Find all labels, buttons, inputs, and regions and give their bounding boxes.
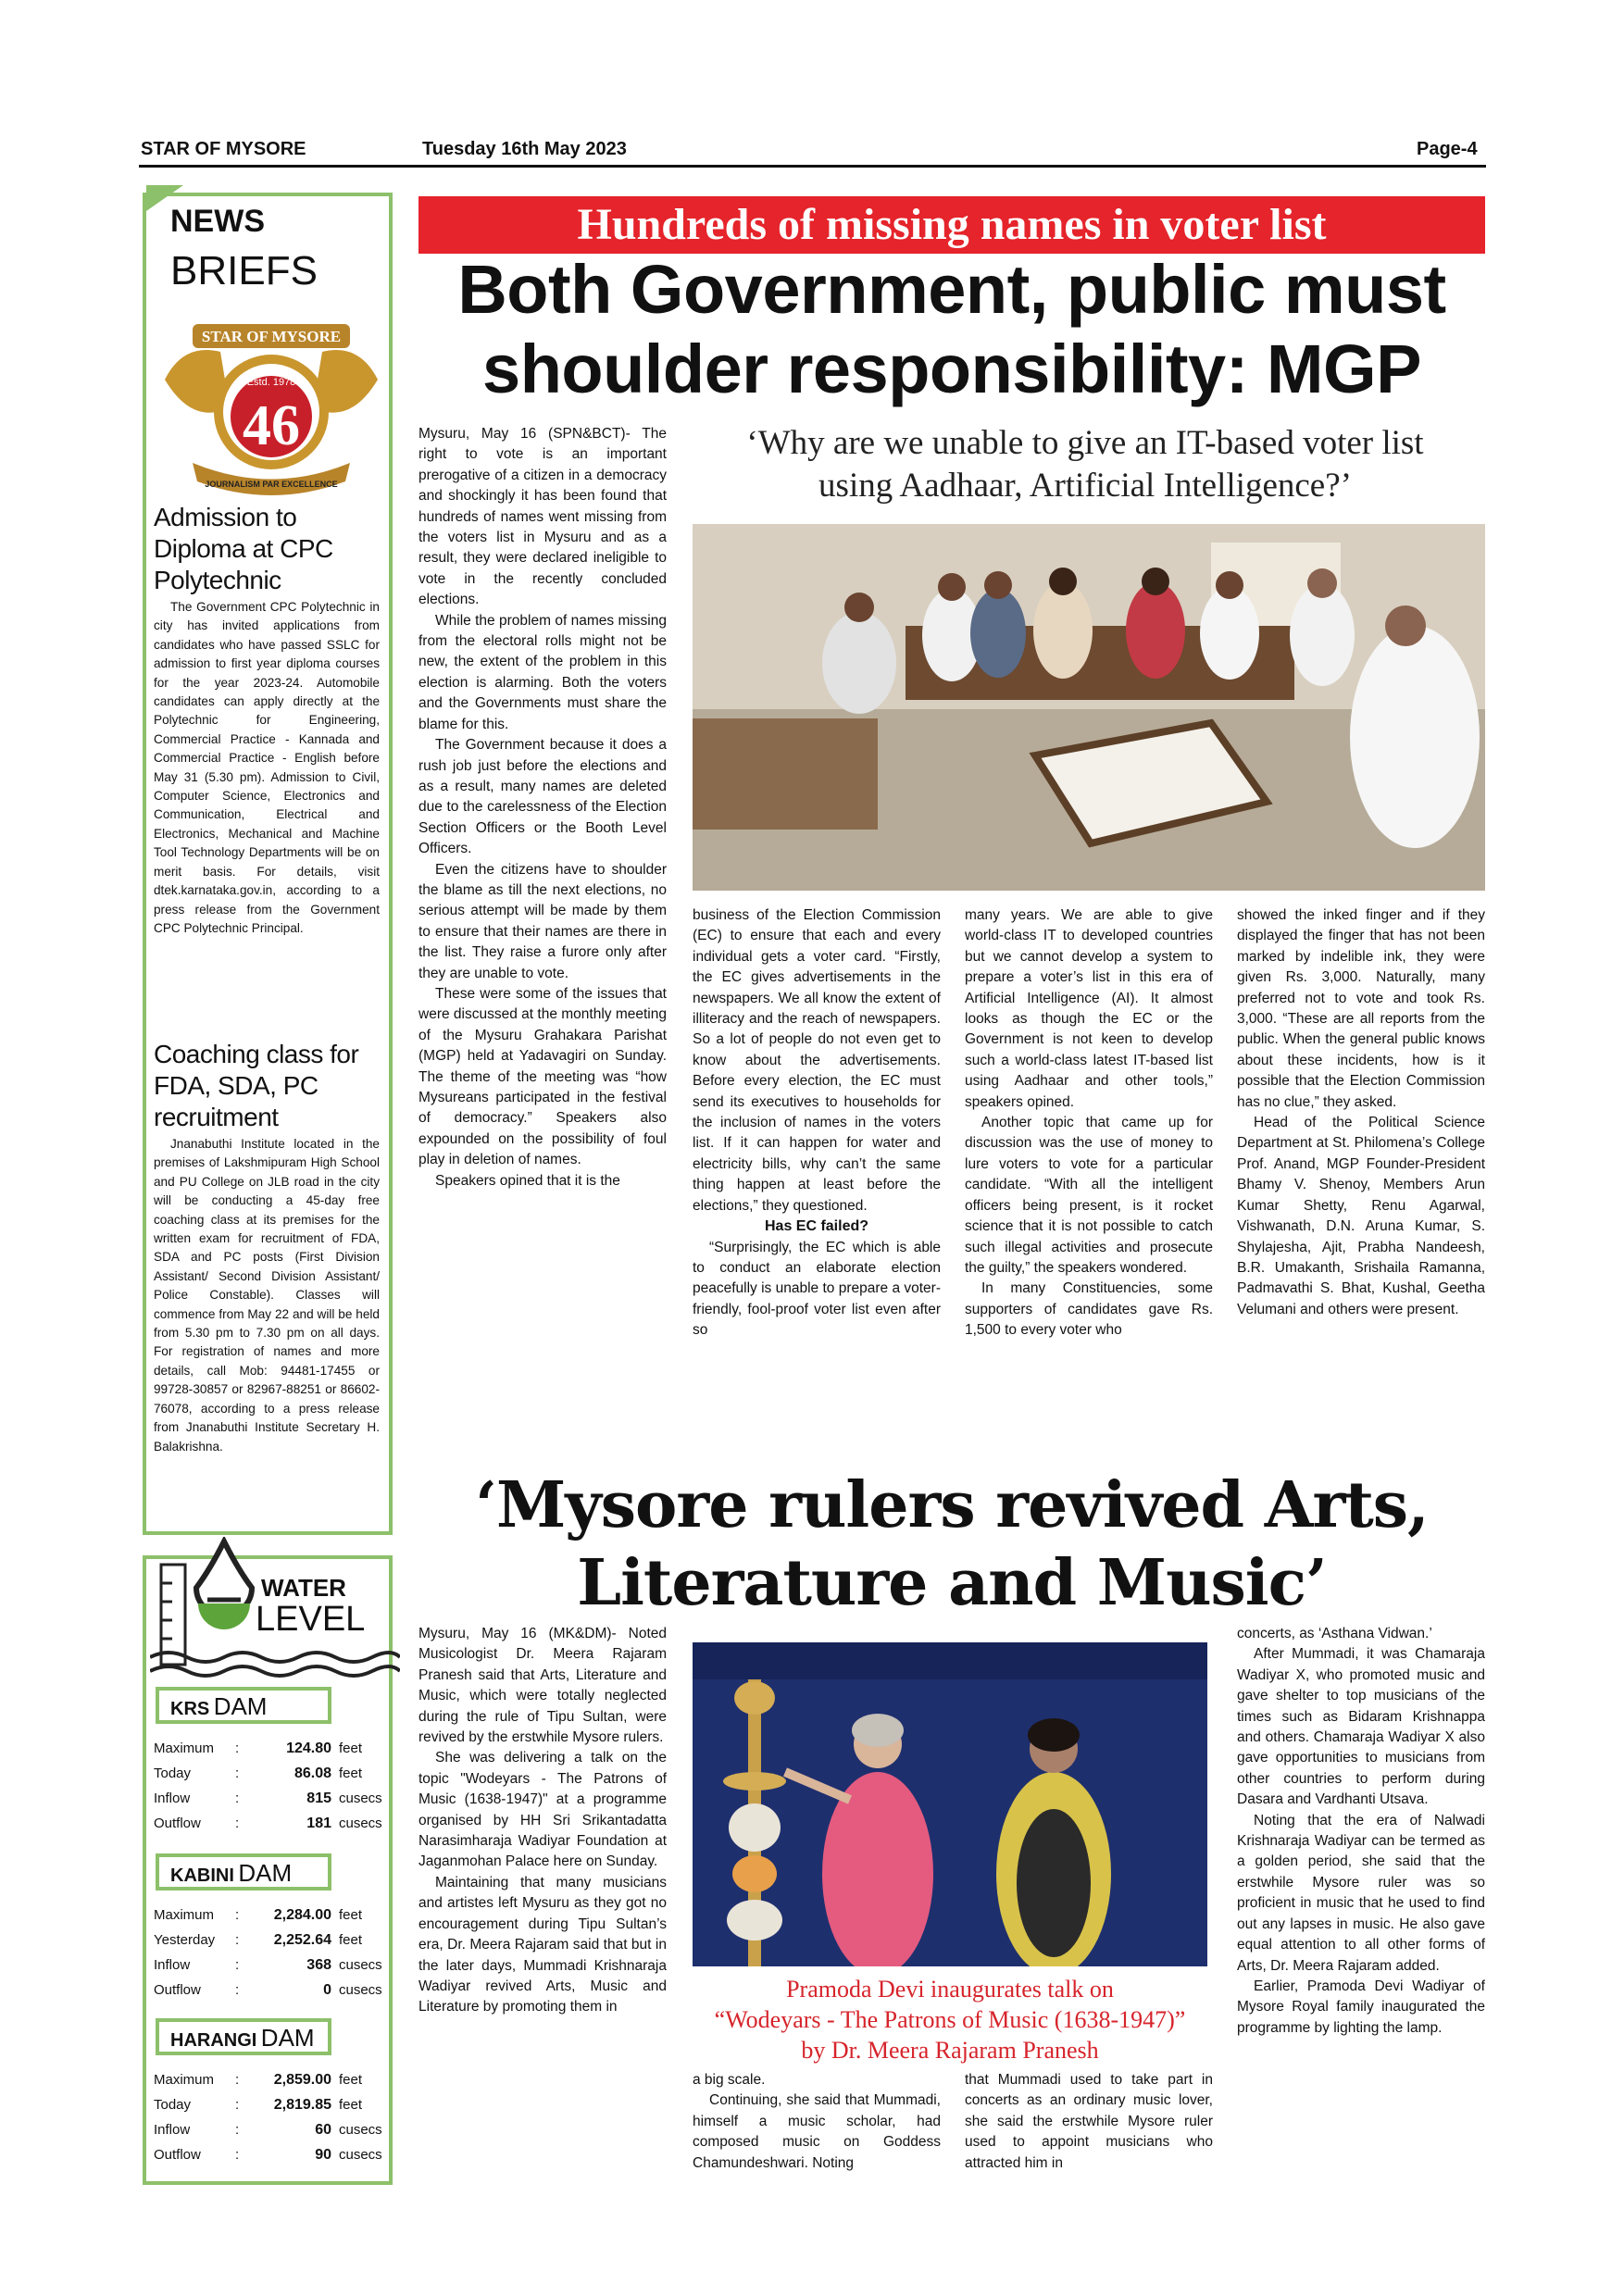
dam-row: Today : 86.08 feet <box>154 1766 363 1781</box>
dam-title-harangi <box>156 2018 331 2055</box>
story2-headline <box>418 1466 1485 1622</box>
paragraph: While the problem of names missing from the electoral rolls might not be new, the extent of the problem in this election is alarming. Both the voters and the Governments must share the blame for this. <box>418 612 667 732</box>
paragraph: showed the inked finger and if they displayed the finger that has not been marked by indelible ink, they were given Rs. 3,000. Naturally, many preferred not to vote and took Rs. 3,000. “These are all reports from the public. When the general public knows about these incidents, how is it possible that the Election Commission has no clue,” they asked. <box>1237 907 1485 1110</box>
story1-headline <box>418 250 1485 409</box>
story2-column-4 <box>1237 1624 1485 2039</box>
dam-label: DAM <box>213 1692 268 1720</box>
brief-body: Jnanabuthi Institute located in the premises of Lakshmipuram High School and PU College on JLB road in the city will be conducting a 45-day free coaching class at its premises for the written exam for recruitment of FDA, SDA and PC posts (First Division Assistant/ Second Division Assistant/ Police Constable). Classes will commence from May 22 and will be held from 5.30 pm to 7.30 pm on all days. For registration of names and more details, call Mob: 94481-17455 or 99728-30857 or 82967-88251 or 86602-76078, according to a press release from Jnanabuthi Institute Secretary H. Balakrishna. <box>154 1137 380 1454</box>
page-number: Page-4 <box>1417 139 1478 159</box>
paragraph: Another topic that came up for discussion was the use of money to lure voters to vote for a particular candidate. “With all the intelligent officers being present, is it rocket science that it is not possible to catch such illegal activities and prosecute the guilty,” the speakers wondered. <box>965 1115 1213 1276</box>
story1-kicker: Hundreds of missing names in voter list <box>418 196 1485 254</box>
dam-row: Inflow : 60 cusecs <box>154 2122 382 2138</box>
logo-estd-text: Estd. 1978 <box>246 377 296 388</box>
dam-row: Inflow : 368 cusecs <box>154 1957 382 1973</box>
story2-column-1 <box>418 1624 667 2018</box>
brief-item-2 <box>154 1033 380 1456</box>
dam-row: Inflow : 815 cusecs <box>154 1791 382 1806</box>
brief-body: The Government CPC Polytechnic in city has invited applications from candidates who have passed SSLC for admission to first year diploma courses for the year 2023-24. Automobile candidates can apply directly at the Polytechnic for Engineering, Commercial Practice - Kannada and Commercial Practice - English before May 31 (5.30 pm). Admission to Civil, Computer Science, Electronics and Communication, Electrical and Electronics, Mechanical and Machine Tool Technology Departments will be on merit basis. For details, visit dtek.karnataka.gov.in, according to a press release from the Government CPC Polytechnic Principal. <box>154 600 380 935</box>
gauge-icon <box>161 1565 185 1665</box>
logo-bottom-text: JOURNALISM PAR EXCELLENCE <box>205 480 338 489</box>
story1-column-3 <box>965 905 1213 1341</box>
paragraph: In many Constituencies, some supporters of candidates gave Rs. 1,500 to every voter who <box>965 1280 1213 1339</box>
paragraph: Even the citizens have to shoulder the blame as till the next elections, no serious attempt will be made by them to ensure that their names are there in the list. They raise a furore only after they are unable to vote. <box>418 861 667 981</box>
story1-pull-quote: ‘Why are we unable to give an IT-based voter list using Aadhaar, Artificial Intelligence?’ <box>746 424 1424 505</box>
dam-row: Outflow : 90 cusecs <box>154 2147 382 2163</box>
paragraph: Maintaining that many musicians and artistes left Mysuru as they got no encouragement during Tipu Sultan’s era, Dr. Meera Rajaram said that but in the later days, Mummadi Krishnaraja Wadiyar revived Arts, Music and Literature by promoting them in <box>418 1874 667 2015</box>
dam-name: HARANGI <box>170 2030 257 2051</box>
logo-top-text: STAR OF MYSORE <box>201 328 342 345</box>
paragraph: a big scale. <box>693 2072 766 2088</box>
paragraph: The Government because it does a rush job just before the elections and as a result, many names are deleted due to the carelessness of the Election Section Officers or the Booth Level Officers. <box>418 737 667 857</box>
dam-row: Maximum : 2,284.00 feet <box>154 1907 363 1923</box>
dam-label: DAM <box>238 1859 293 1887</box>
dam-label: DAM <box>260 2024 315 2052</box>
brief-item-1 <box>154 496 380 938</box>
paragraph: Mysuru, May 16 (SPN&BCT)- The right to vote is an important prerogative of a citizen in a democracy and shockingly it has been found that hundreds of names went missing from the voters list in Mysuru and as a result, they were declared ineligible to vote in the recently concluded elections. <box>418 426 667 608</box>
lamp-lighting-photo <box>693 1642 1207 1966</box>
dam-row: Today : 2,819.85 feet <box>154 2097 363 2113</box>
headline-line: Both Government, public must <box>457 251 1446 328</box>
paragraph: Noting that the era of Nalwadi Krishnaraja Wadiyar can be termed as a golden period, she said that the erstwhile Mysore ruler was so proficient in music that he used to find out any lapses in music. He also gave equal attention to all other forms of Arts, Dr. Meera Rajaram added. <box>1237 1812 1485 1974</box>
briefs-title-briefs: BRIEFS <box>170 248 318 293</box>
paragraph: Speakers opined that it is the <box>435 1172 620 1189</box>
paragraph: Earlier, Pramoda Devi Wadiyar of Mysore Royal family inaugurated the programme by lighting the lamp. <box>1237 1978 1485 2036</box>
dam-name: KABINI <box>170 1866 234 1886</box>
story2-column-3 <box>965 2070 1213 2174</box>
paragraph: business of the Election Commission (EC) to ensure that each and every individual gets a voter card. “Firstly, the EC gives advertisements in the newspapers. We all know the extent of illiteracy and the reach of newspapers. So a lot of people do not even get to know about the advertisements. Before every election, the EC must send its executives to households for the inclusion of names in the voters list. If it can happen for water and electricity bills, why can’t the same thing happen at least before the elections,” they questioned. <box>693 907 941 1214</box>
headline-line: Literature and Music’ <box>577 1546 1327 1620</box>
paragraph: These were some of the issues that were discussed at the monthly meeting of the Mysuru Grahakara Parishat (MGP) held at Yadavagiri on Sunday. The theme of the meeting was “how Mysureans participated in the festival of democracy.” Speakers also expounded on the possibility of foul play in deletion of names. <box>418 985 667 1168</box>
meeting-photo-image <box>693 524 1485 891</box>
paper-name: STAR OF MYSORE <box>141 139 306 159</box>
dam-name: KRS <box>170 1699 210 1719</box>
star-of-mysore-logo <box>156 315 387 500</box>
lamp-lighting-photo-image <box>693 1642 1207 1966</box>
photo-caption: Pramoda Devi inaugurates talk on “Wodeyars - The Patrons of Music (1638-1947)” by Dr. Meera Rajaram Pranesh <box>714 1976 1186 2064</box>
dam-row: Maximum : 124.80 feet <box>154 1741 363 1756</box>
paragraph: She was delivering a talk on the topic "Wodeyars - The Patrons of Music (1638-1947)" at a programme organised by HH Sri Srikantadatta Narasimharaja Wadiyar Foundation at Jaganmohan Palace here on Sunday. <box>418 1750 667 1870</box>
brief-headline: Admission to Diploma at CPC Polytechnic <box>154 503 333 594</box>
story2-column-2 <box>693 2070 941 2174</box>
dam-row: Outflow : 181 cusecs <box>154 1816 382 1831</box>
meeting-photo <box>693 524 1485 891</box>
brief-headline: Coaching class for FDA, SDA, PC recruitment <box>154 1040 359 1131</box>
masthead-rule <box>139 165 1486 168</box>
subhead: Has EC failed? <box>764 1218 869 1235</box>
paragraph: concerts, as ‘Asthana Vidwan.’ <box>1237 1626 1432 1641</box>
paragraph: that Mummadi used to take part in concerts as an ordinary music lover, she said the erstwhile Mysore ruler used to appoint musicians who attracted him in <box>965 2072 1213 2171</box>
headline-line: shoulder responsibility: MGP <box>482 331 1421 407</box>
story1-column-4 <box>1237 905 1485 1320</box>
story1-column-1 <box>418 424 667 1192</box>
headline-line: ‘Mysore rulers revived Arts, <box>475 1468 1429 1542</box>
dam-row: Yesterday : 2,252.64 feet <box>154 1932 363 1948</box>
paragraph: “Surprisingly, the EC which is able to conduct an elaborate election peacefully is unable to prepare a voter-friendly, fool-proof voter list even after so <box>693 1239 941 1339</box>
issue-date: Tuesday 16th May 2023 <box>422 139 627 159</box>
water-title-level: LEVEL <box>256 1600 366 1639</box>
dam-title-kabini <box>156 1853 331 1890</box>
paragraph: Mysuru, May 16 (MK&DM)- Noted Musicologist Dr. Meera Rajaram Pranesh said that Arts, Literature and Music, which were totally neglected during the rule of Tipu Sultan, were revived by the erstwhile Mysore rulers. <box>418 1626 667 1746</box>
dam-row: Maximum : 2,859.00 feet <box>154 2072 363 2088</box>
paragraph: Head of the Political Science Department at St. Philomena’s College Prof. Anand, MGP Founder-President Bhamy V. Shenoy, Members Arun Kumar Shetty, Renu Agarwal, Vishwanath, D.N. Aruna Kumar, S. Shylajesha, Ajit, Prabha Nandeesh, B.R. Umakanth, Srishaila Ramanna, Padmavathi S. Bhat, Kushal, Geetha Velumani and others were present. <box>1237 1115 1485 1317</box>
water-title-water: WATER <box>261 1574 346 1602</box>
dam-row: Outflow : 0 cusecs <box>154 1982 382 1998</box>
paragraph: After Mummadi, it was Chamaraja Wadiyar X, who promoted music and gave shelter to top musicians of the times such as Bidaram Krishnappa and others. Chamaraja Wadiyar X also gave opportunities to musicians from other countries to perform during Dasara and Vardhanti Utsava. <box>1237 1646 1485 1808</box>
briefs-title-news: NEWS <box>170 204 265 239</box>
story1-column-2 <box>693 905 941 1341</box>
paragraph: Continuing, she said that Mummadi, himself a music scholar, had composed music on Goddess Chamundeshwari. Noting <box>693 2092 941 2171</box>
logo-number: 46 <box>243 394 300 457</box>
paragraph: many years. We are able to give world-class IT to developed countries but we cannot develop a system to prepare a voter’s list in this era of Artificial Intelligence (AI). It almost looks as though the EC or the Government is not keen to develop such a world-class latest IT-based list using Aadhaar and other tools,” speakers opined. <box>965 907 1213 1110</box>
dam-title-krs <box>156 1687 331 1724</box>
